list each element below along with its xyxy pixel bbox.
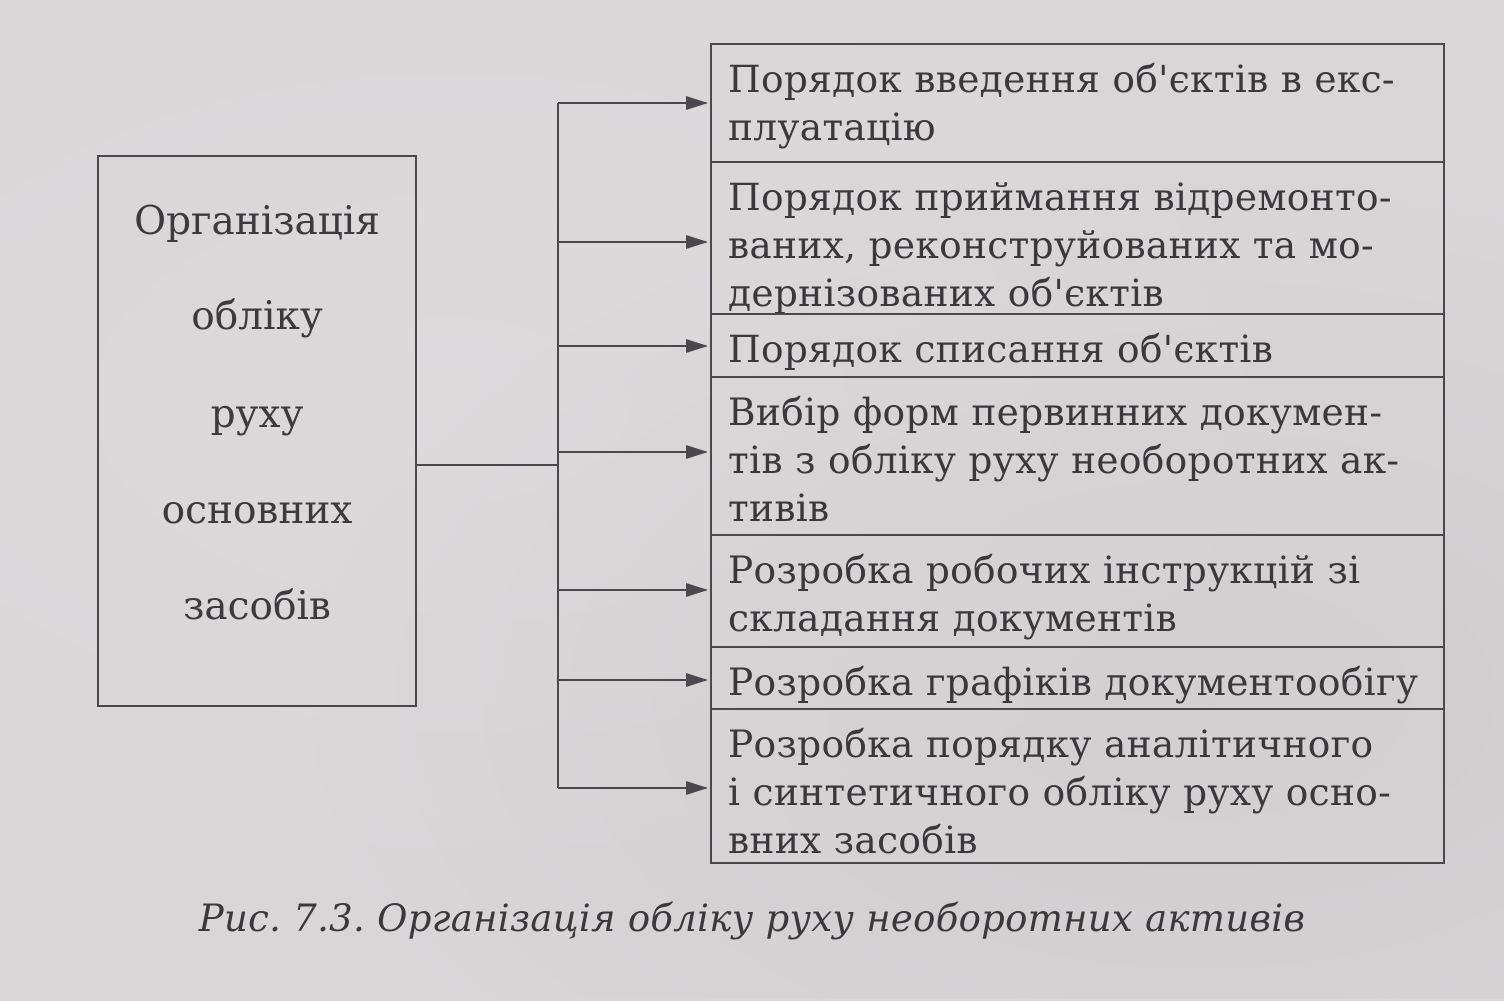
source-node-line: засобів [183,584,331,629]
target-box-document-forms: Вибір форм первинних докумен- тів з обліку руху необоротних ак- тивів [710,376,1445,536]
source-node-line: руху [210,392,304,437]
source-node-line: обліку [191,294,323,339]
source-node-line: Організація [134,199,380,244]
target-box-commissioning: Порядок введення об'єктів в екс- плуатацію [710,43,1445,163]
target-box-work-instructions: Розробка робочих інструкцій зі складання документів [710,534,1445,648]
figure-caption: Рис. 7.3. Організація обліку руху необоротних активів [198,897,1306,940]
source-node-box [97,155,417,707]
source-node-line: основних [161,488,353,533]
target-box-accounting-procedure: Розробка порядку аналітичного і синтетичного обліку руху осно- вних засобів [710,708,1445,864]
target-box-write-off: Порядок списання об'єктів [710,313,1445,378]
target-box-document-flow: Розробка графіків документообігу [710,646,1445,710]
target-box-acceptance: Порядок приймання відремонто- ваних, реконструйованих та мо- дернізованих об'єктів [710,161,1445,315]
